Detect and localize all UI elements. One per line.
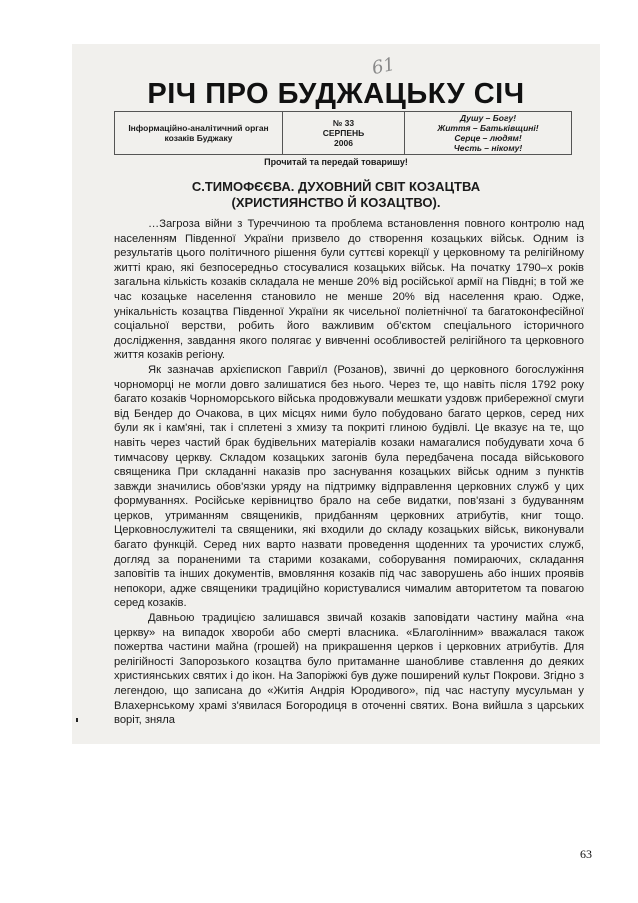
page-number: 63 — [580, 847, 592, 861]
motto-line-1: Душу – Богу! — [459, 113, 517, 123]
article-headline — [72, 179, 600, 211]
article-paragraph: …Загроза війни з Туреччиною та проблема встановлення повного контролю над населенням Південної України призвело до створення козацьких військ. Одним із результатів цього політичного рішення були суттєві корекції у церковному та релігійному житті краю, які безпосередньо стосувалися козацьких військ. На початку 1790–х років загальна кількість козаків складала не менше 20% від російської армії на Півдні; в той же час козацьке населення становило не менше 20% від населення краю. Одже, унікальність козацтва Південної України як чисельної поліетнічної та багатоконфесійної соціальної верстви, робить його важливим об'єктом спеціального історичного дослідження, завдання якого полягає у вивченні особливостей релігійного та церковного життя козаків регіону. — [114, 218, 584, 362]
publisher-cell — [115, 112, 283, 154]
issue-year: 2006 — [334, 138, 353, 148]
article-paragraph: Давньою традицією залишався звичай козаків заповідати частину майна «на церкву» на випадок хвороби або смерті власника. «Благолінним» вважалася також пожертва частини майна (грошей) на прикрашення церков і церковних атрибутів. Для релігійності Запорозького козацтва було притаманне шанобливе ставлення до деяких християнських святих і до ікон. На Запоріжжі був дуже поширений культ Покрови. Згідно з легендою, що записана до «Житія Андрія Юродивого», під час наступу мусульман у Влахернському храмі з'явилася Богородиця в оточенні святих. Вона вийшла з царських воріт, зняла — [114, 612, 584, 727]
article-headline-line-1: С.ТИМОФЄЄВА. ДУХОВНИЙ СВІТ КОЗАЦТВА — [191, 179, 481, 194]
article-body — [114, 217, 584, 728]
publisher-line-2: козаків Буджаку — [164, 133, 233, 143]
motto-cell — [405, 112, 571, 154]
issue-cell — [283, 112, 405, 154]
newspaper-title: РІЧ ПРО БУДЖАЦЬКУ СІЧ — [147, 78, 525, 110]
newspaper-info-table — [114, 111, 572, 155]
issue-month: СЕРПЕНЬ — [322, 128, 365, 138]
issue-number: № 33 — [332, 118, 355, 128]
article-headline-line-2: (ХРИСТИЯНСТВО Й КОЗАЦТВО). — [231, 195, 441, 210]
motto-line-2: Життя – Батьківщині! — [437, 123, 539, 133]
handwritten-page-note: 61 — [370, 53, 397, 80]
motto-line-3: Серце – людям! — [454, 133, 522, 143]
publisher-line-1: Інформаційно-аналітичний орган — [128, 123, 269, 133]
scan-speck — [76, 718, 78, 722]
scanned-page — [72, 44, 600, 744]
pass-on-slogan: Прочитай та передай товаришу! — [264, 157, 408, 167]
motto-line-4: Честь – нікому! — [453, 143, 523, 153]
article-paragraph: Як зазначав архієпископ Гавриїл (Розанов), звичні до церковного богослужіння чорноморці не могли довго залишатися без нього. Через те, що навіть після 1792 року багато козаків Чорноморського війська продовжували мешкати уздовж прибережної смуги від Бендер до Очакова, в цих місцях ними було побудовано багато церков, серед них були як і кам'яні, так і сплетені з хмизу та покриті глиною будівлі. Це вказує на те, що навіть через частий брак будівельних матеріалів козаки намагалися побудувати хоча б тимчасову церкву. Складом козацьких загонів була передбачена посада військового священика При складанні наказів про заснування козацьких військ одним з пунктів завжди значились обов'язки уряду на підтримку відправлення церковних служб у цих формуваннях. Російське керівництво брало на себе видатки, пов'язані з будуванням церков, утриманням священиків, придбанням церковних атрибутів, книг тощо. Церковнослужителі та священики, які входили до складу козацьких військ, виконували багато функцій. Серед них варто назвати проведення щоденних та урочистих служб, догляд за пораненими та старими козаками, соборування помираючих, складання заповітів та інших документів, вмовляння козаків під час заворушень або інших проявів непокори, адже священики традиційно користувалися чималим авторитетом та повагою серед козаків. — [114, 363, 584, 610]
